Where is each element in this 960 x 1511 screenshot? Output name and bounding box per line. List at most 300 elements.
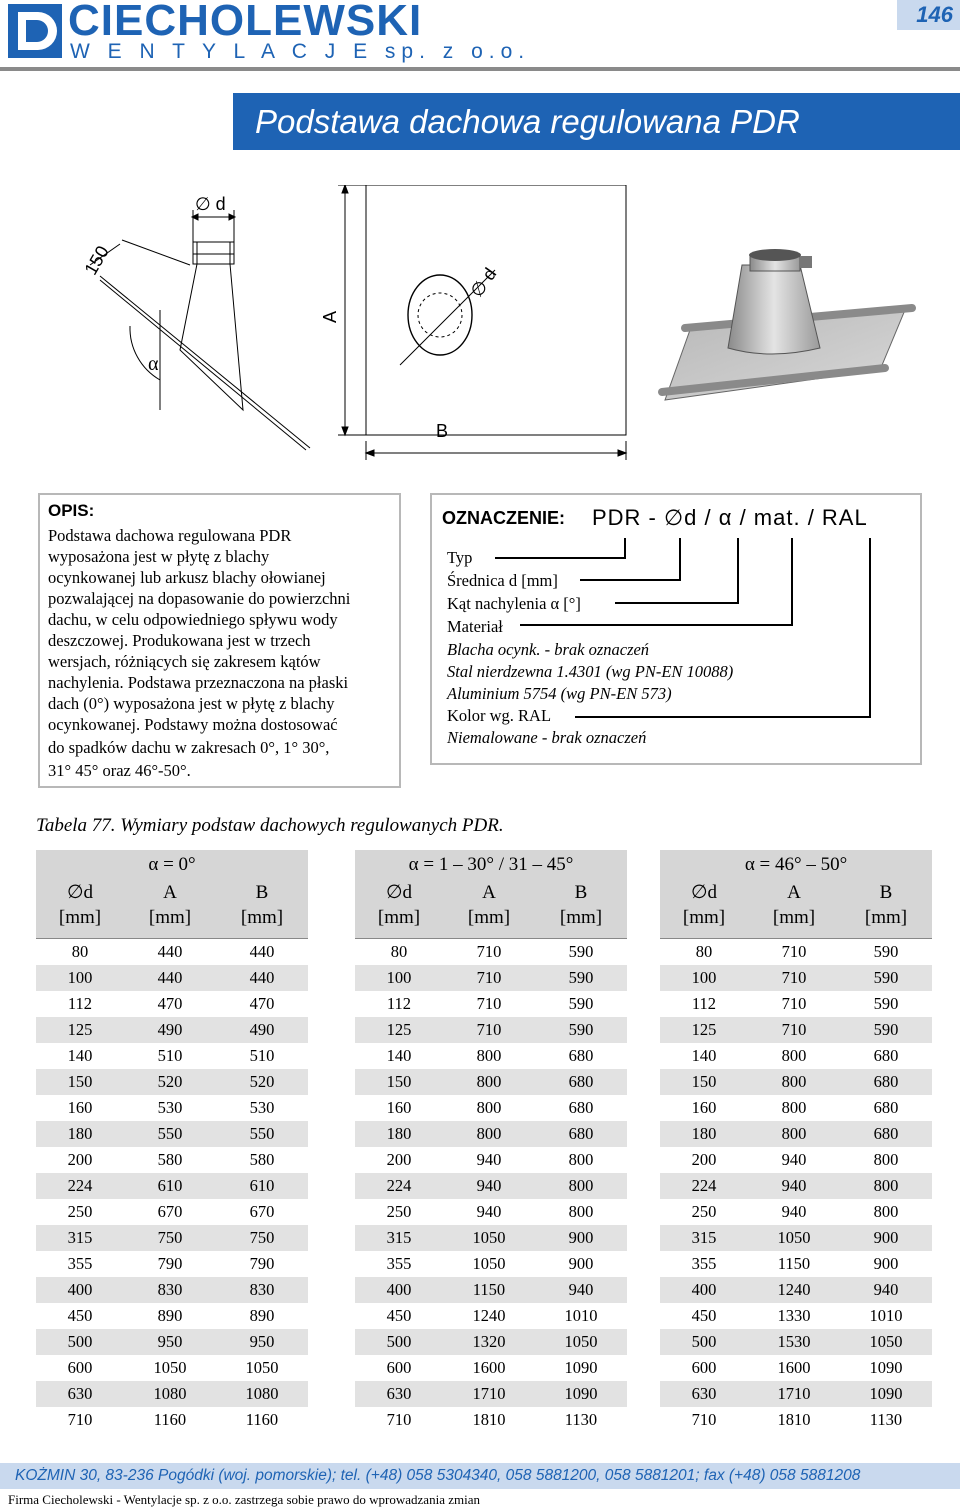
table-cell: 890	[157, 1306, 183, 1325]
table-cell: 750	[157, 1228, 183, 1247]
column-header-line: [mm]	[240, 907, 284, 928]
table-cell: 1530	[777, 1332, 811, 1351]
column-header	[748, 880, 840, 930]
table-row	[36, 1407, 308, 1433]
table-cell: 100	[67, 968, 93, 987]
table-row	[36, 991, 308, 1017]
table-cell: 680	[873, 1072, 899, 1091]
column-header	[840, 880, 932, 930]
table-cell: 1010	[869, 1306, 903, 1325]
description-line: 31° 45° oraz 46°-50°.	[48, 761, 191, 780]
table-cell: 250	[67, 1202, 93, 1221]
table-row	[355, 1095, 627, 1121]
company-logo-mark	[8, 4, 62, 58]
table-row	[355, 1303, 627, 1329]
table-cell: 710	[781, 1020, 807, 1039]
table-row	[660, 1147, 932, 1173]
table-cell: 600	[386, 1358, 412, 1377]
alpha-label: α	[148, 353, 159, 375]
table-cell: 125	[67, 1020, 93, 1039]
table-row	[660, 1173, 932, 1199]
designation-line: Materiał	[447, 617, 503, 636]
designation-line: Średnica d [mm]	[447, 571, 558, 590]
table-cell: 1050	[153, 1358, 187, 1377]
table-header	[36, 850, 308, 939]
description-line: pozwalającej na dopasowanie do powierzchni	[48, 589, 351, 608]
table-row	[36, 1251, 308, 1277]
table-cell: 710	[781, 994, 807, 1013]
table-cell: 140	[386, 1046, 412, 1065]
table-cell: 1090	[564, 1358, 598, 1377]
column-header-line: ∅d	[66, 882, 94, 903]
table-cell: 630	[691, 1384, 717, 1403]
table-cell: 400	[691, 1280, 717, 1299]
table-row	[355, 1381, 627, 1407]
table-cell: 750	[249, 1228, 275, 1247]
table-row	[355, 1277, 627, 1303]
page-title: Podstawa dachowa regulowana PDR	[255, 103, 800, 140]
product-photo	[650, 180, 920, 420]
description-line: do spadków dachu w zakresach 0°, 1° 30°,	[48, 738, 330, 757]
table-cell: 950	[249, 1332, 275, 1351]
page-number: 146	[916, 2, 953, 27]
description-line: ocynkowanej. Podstawy można dostosować	[48, 715, 338, 734]
brand-name: CIECHOLEWSKI	[68, 0, 423, 45]
table-cell: 224	[67, 1176, 93, 1195]
table-cell: 1050	[472, 1254, 506, 1273]
table-row	[36, 1225, 308, 1251]
table-cell: 1050	[869, 1332, 903, 1351]
column-header	[535, 880, 627, 930]
table-cell: 680	[873, 1124, 899, 1143]
table-cell: 1240	[777, 1280, 811, 1299]
description-line: wyposażona jest w płytę z blachy	[48, 547, 270, 566]
designation-line: Typ	[447, 548, 473, 567]
table-row	[355, 1147, 627, 1173]
table-cell: 1090	[869, 1384, 903, 1403]
table-cell: 710	[476, 1020, 502, 1039]
diameter-label-top: ∅ d	[466, 264, 501, 301]
table-cell: 1010	[564, 1306, 598, 1325]
table-cell: 315	[386, 1228, 412, 1247]
description-line: deszczowej. Produkowana jest w trzech	[48, 631, 311, 650]
column-header	[660, 880, 748, 930]
table-cell: 940	[873, 1280, 899, 1299]
table-cell: 680	[568, 1072, 594, 1091]
table-cell: 680	[873, 1098, 899, 1117]
table-cell: 610	[157, 1176, 183, 1195]
table-row	[36, 1355, 308, 1381]
logo-icon	[8, 4, 62, 58]
description-line: ocynkowanej lub arkusz blachy ołowianej	[48, 568, 326, 587]
table-cell: 100	[386, 968, 412, 987]
table-cell: 940	[568, 1280, 594, 1299]
table-cell: 830	[249, 1280, 275, 1299]
table-cell: 610	[249, 1176, 275, 1195]
table-cell: 200	[67, 1150, 93, 1169]
table-cell: 590	[873, 994, 899, 1013]
table-cell: 1050	[777, 1228, 811, 1247]
table-cell: 1050	[564, 1332, 598, 1351]
column-header-line: A	[163, 882, 177, 903]
table-cell: 1050	[472, 1228, 506, 1247]
column-header-line: B	[255, 882, 269, 903]
table-cell: 550	[249, 1124, 275, 1143]
table-cell: 500	[691, 1332, 717, 1351]
table-cell: 800	[873, 1150, 899, 1169]
table-cell: 80	[71, 942, 89, 961]
table-cell: 150	[67, 1072, 93, 1091]
table-cell: 1080	[245, 1384, 279, 1403]
table-row	[36, 1173, 308, 1199]
table-cell: 800	[476, 1098, 502, 1117]
brand-subtitle: W E N T Y L A C J E sp. z o.o.	[70, 40, 531, 63]
table-cell: 150	[386, 1072, 412, 1091]
table-cell: 950	[157, 1332, 183, 1351]
table-cell: 590	[568, 1020, 594, 1039]
column-header	[36, 880, 124, 930]
table-cell: 160	[691, 1098, 717, 1117]
table-row	[660, 1329, 932, 1355]
table-cell: 940	[781, 1150, 807, 1169]
table-row	[355, 1017, 627, 1043]
alpha-range-label: α = 1 – 30° / 31 – 45°	[408, 854, 574, 875]
table-cell: 590	[568, 942, 594, 961]
table-cell: 250	[386, 1202, 412, 1221]
table-cell: 590	[873, 942, 899, 961]
dimensions-table	[355, 850, 627, 1433]
description-line: wersjach, różniących się zakresem kątów	[48, 652, 321, 671]
table-cell: 1240	[472, 1306, 506, 1325]
table-cell: 112	[67, 994, 93, 1013]
table-header	[660, 850, 932, 939]
table-cell: 680	[873, 1046, 899, 1065]
table-cell: 940	[476, 1202, 502, 1221]
table-cell: 680	[568, 1098, 594, 1117]
table-cell: 112	[691, 994, 717, 1013]
table-row	[660, 1355, 932, 1381]
table-cell: 400	[67, 1280, 93, 1299]
column-header-line: [mm]	[377, 907, 421, 928]
table-row	[660, 1225, 932, 1251]
table-row	[660, 1017, 932, 1043]
table-cell: 400	[386, 1280, 412, 1299]
table-cell: 80	[695, 942, 713, 961]
table-row	[355, 939, 627, 965]
designation-line: Aluminium 5754 (wg PN-EN 573)	[447, 684, 672, 703]
table-cell: 710	[691, 1410, 717, 1429]
designation-heading: OZNACZENIE:	[442, 508, 565, 528]
table-row	[36, 965, 308, 991]
table-cell: 710	[476, 942, 502, 961]
table-row	[36, 1043, 308, 1069]
table-cell: 800	[476, 1072, 502, 1091]
alpha-range-label: α = 0°	[148, 854, 196, 875]
table-cell: 900	[873, 1228, 899, 1247]
table-cell: 180	[386, 1124, 412, 1143]
table-cell: 790	[157, 1254, 183, 1273]
table-row	[355, 1251, 627, 1277]
table-cell: 140	[67, 1046, 93, 1065]
table-cell: 710	[476, 994, 502, 1013]
table-cell: 1600	[777, 1358, 811, 1377]
designation-code: PDR - ∅d / α / mat. / RAL	[592, 505, 868, 530]
column-header-line: [mm]	[772, 907, 816, 928]
table-row	[355, 1069, 627, 1095]
table-row	[36, 1095, 308, 1121]
table-cell: 1050	[245, 1358, 279, 1377]
table-cell: 200	[691, 1150, 717, 1169]
table-cell: 800	[568, 1176, 594, 1195]
column-header-line: [mm]	[148, 907, 192, 928]
footer-contact: KOŻMIN 30, 83-236 Pogódki (woj. pomorskie); tel. (+48) 058 5304340, 058 5881200, 058 5881201; fax (+48) 058 5881208	[15, 1467, 861, 1484]
table-cell: 520	[157, 1072, 183, 1091]
table-cell: 710	[476, 968, 502, 987]
table-cell: 530	[249, 1098, 275, 1117]
description-heading: OPIS:	[48, 501, 95, 520]
column-header-line: ∅d	[690, 882, 718, 903]
table-cell: 800	[476, 1124, 502, 1143]
table-cell: 830	[157, 1280, 183, 1299]
table-row	[36, 1329, 308, 1355]
table-cell: 355	[67, 1254, 93, 1273]
table-row	[355, 991, 627, 1017]
table-cell: 1080	[153, 1384, 187, 1403]
table-cell: 250	[691, 1202, 717, 1221]
table-cell: 1130	[869, 1410, 903, 1429]
table-row	[36, 1303, 308, 1329]
column-header-line: ∅d	[385, 882, 413, 903]
table-cell: 940	[476, 1176, 502, 1195]
table-cell: 580	[249, 1150, 275, 1169]
table-cell: 710	[781, 942, 807, 961]
table-cell: 1710	[472, 1384, 506, 1403]
table-cell: 100	[691, 968, 717, 987]
table-cell: 590	[568, 994, 594, 1013]
table-row	[36, 1121, 308, 1147]
table-cell: 1600	[472, 1358, 506, 1377]
dim-A-label: A	[320, 310, 340, 323]
table-cell: 670	[157, 1202, 183, 1221]
table-cell: 450	[386, 1306, 412, 1325]
table-row	[660, 1043, 932, 1069]
table-cell: 800	[781, 1046, 807, 1065]
table-row	[355, 965, 627, 991]
side-view-drawing	[60, 180, 360, 470]
table-cell: 150	[691, 1072, 717, 1091]
table-cell: 680	[568, 1124, 594, 1143]
table-cell: 1330	[777, 1306, 811, 1325]
table-cell: 940	[476, 1150, 502, 1169]
table-row	[36, 1277, 308, 1303]
table-cell: 315	[67, 1228, 93, 1247]
table-cell: 800	[568, 1202, 594, 1221]
table-cell: 800	[873, 1202, 899, 1221]
table-cell: 630	[386, 1384, 412, 1403]
table-cell: 800	[476, 1046, 502, 1065]
column-header-line: B	[879, 882, 893, 903]
table-cell: 224	[691, 1176, 717, 1195]
table-row	[355, 1121, 627, 1147]
table-cell: 200	[386, 1150, 412, 1169]
table-row	[36, 1381, 308, 1407]
designation-line: Kolor wg. RAL	[447, 706, 552, 725]
dimensions-table	[36, 850, 308, 1433]
table-cell: 440	[249, 942, 275, 961]
column-header	[355, 880, 443, 930]
table-cell: 125	[386, 1020, 412, 1039]
table-cell: 1160	[245, 1410, 279, 1429]
table-cell: 450	[691, 1306, 717, 1325]
table-row	[36, 939, 308, 965]
table-row	[660, 1251, 932, 1277]
table-cell: 890	[249, 1306, 275, 1325]
table-caption: Tabela 77. Wymiary podstaw dachowych regulowanych PDR.	[36, 815, 504, 836]
description-line: dach (0°) wyposażona jest w płytę z blachy	[48, 694, 335, 713]
table-cell: 1810	[472, 1410, 506, 1429]
table-cell: 80	[390, 942, 408, 961]
table-cell: 530	[157, 1098, 183, 1117]
table-cell: 440	[249, 968, 275, 987]
column-header-line: A	[482, 882, 496, 903]
table-cell: 180	[67, 1124, 93, 1143]
column-header-line: B	[574, 882, 588, 903]
column-header	[443, 880, 535, 930]
table-row	[660, 1303, 932, 1329]
column-header-line: [mm]	[559, 907, 603, 928]
table-cell: 710	[67, 1410, 93, 1429]
designation-line: Kąt nachylenia α [°]	[447, 594, 581, 613]
table-cell: 490	[157, 1020, 183, 1039]
column-header-line: A	[787, 882, 801, 903]
table-cell: 630	[67, 1384, 93, 1403]
table-row	[36, 1147, 308, 1173]
table-cell: 940	[781, 1176, 807, 1195]
designation-line: Stal nierdzewna 1.4301 (wg PN-EN 10088)	[447, 662, 734, 681]
table-cell: 315	[691, 1228, 717, 1247]
dim-150: 150	[80, 242, 113, 279]
table-cell: 590	[873, 1020, 899, 1039]
table-cell: 940	[781, 1202, 807, 1221]
table-cell: 500	[67, 1332, 93, 1351]
table-cell: 440	[157, 942, 183, 961]
table-cell: 710	[781, 968, 807, 987]
table-row	[660, 1095, 932, 1121]
table-cell: 1150	[472, 1280, 506, 1299]
table-row	[36, 1069, 308, 1095]
table-cell: 140	[691, 1046, 717, 1065]
table-cell: 710	[386, 1410, 412, 1429]
description-line: Podstawa dachowa regulowana PDR	[48, 526, 292, 545]
table-row	[660, 1407, 932, 1433]
table-cell: 580	[157, 1150, 183, 1169]
column-header	[124, 880, 216, 930]
column-header-line: [mm]	[864, 907, 908, 928]
table-cell: 1320	[472, 1332, 506, 1351]
table-cell: 224	[386, 1176, 412, 1195]
table-cell: 1130	[564, 1410, 598, 1429]
table-row	[660, 965, 932, 991]
table-cell: 600	[67, 1358, 93, 1377]
table-row	[660, 991, 932, 1017]
table-cell: 450	[67, 1306, 93, 1325]
table-cell: 355	[386, 1254, 412, 1273]
description-line: nachylenia. Podstawa przeznaczona na płaski	[48, 673, 349, 692]
table-cell: 180	[691, 1124, 717, 1143]
table-row	[660, 1121, 932, 1147]
table-cell: 510	[157, 1046, 183, 1065]
column-header-line: [mm]	[682, 907, 726, 928]
table-cell: 1150	[777, 1254, 811, 1273]
table-row	[355, 1173, 627, 1199]
table-row	[355, 1199, 627, 1225]
table-cell: 590	[568, 968, 594, 987]
table-cell: 490	[249, 1020, 275, 1039]
table-cell: 470	[249, 994, 275, 1013]
footer-note: Firma Ciecholewski - Wentylacje sp. z o.o. zastrzega sobie prawo do wprowadzania zmian	[8, 1492, 480, 1507]
table-row	[660, 1199, 932, 1225]
description-line: dachu, w celu odpowiedniego spływu wody	[48, 610, 338, 629]
table-row	[355, 1043, 627, 1069]
table-cell: 125	[691, 1020, 717, 1039]
table-row	[660, 1277, 932, 1303]
table-cell: 355	[691, 1254, 717, 1273]
table-row	[36, 1017, 308, 1043]
table-cell: 800	[781, 1098, 807, 1117]
table-cell: 160	[67, 1098, 93, 1117]
table-cell: 1810	[777, 1410, 811, 1429]
table-row	[660, 1381, 932, 1407]
dim-B-label: B	[436, 421, 449, 441]
table-cell: 1090	[564, 1384, 598, 1403]
table-row	[355, 1355, 627, 1381]
table-cell: 112	[386, 994, 412, 1013]
table-row	[355, 1225, 627, 1251]
table-row	[355, 1407, 627, 1433]
dimensions-table	[660, 850, 932, 1433]
table-row	[355, 1329, 627, 1355]
designation-line: Niemalowane - brak oznaczeń	[447, 728, 647, 747]
table-cell: 520	[249, 1072, 275, 1091]
top-view-drawing	[320, 185, 650, 475]
table-cell: 800	[781, 1124, 807, 1143]
table-cell: 800	[568, 1150, 594, 1169]
column-header-line: [mm]	[467, 907, 511, 928]
diameter-label-side: ∅ d	[195, 194, 226, 214]
table-cell: 900	[568, 1254, 594, 1273]
column-header	[216, 880, 308, 930]
table-cell: 800	[781, 1072, 807, 1091]
table-row	[36, 1199, 308, 1225]
table-cell: 900	[873, 1254, 899, 1273]
table-cell: 160	[386, 1098, 412, 1117]
table-cell: 440	[157, 968, 183, 987]
table-cell: 680	[568, 1046, 594, 1065]
table-cell: 550	[157, 1124, 183, 1143]
table-cell: 1160	[153, 1410, 187, 1429]
table-cell: 470	[157, 994, 183, 1013]
table-cell: 670	[249, 1202, 275, 1221]
table-cell: 1710	[777, 1384, 811, 1403]
table-cell: 600	[691, 1358, 717, 1377]
table-cell: 590	[873, 968, 899, 987]
table-cell: 790	[249, 1254, 275, 1273]
table-cell: 500	[386, 1332, 412, 1351]
column-header-line: [mm]	[58, 907, 102, 928]
header-divider	[0, 67, 960, 71]
table-header	[355, 850, 627, 939]
table-cell: 1090	[869, 1358, 903, 1377]
